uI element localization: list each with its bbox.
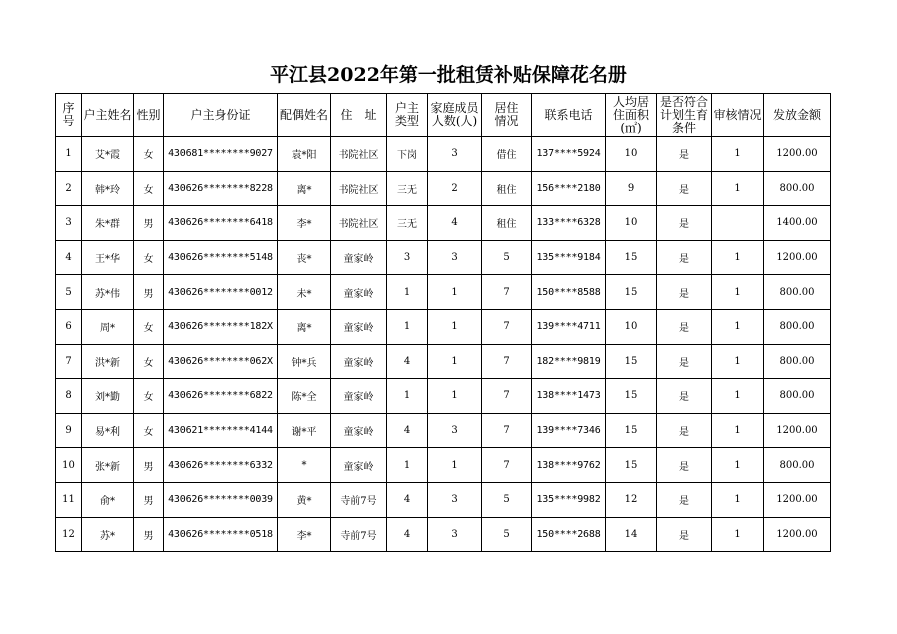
id-cell: 430626********0518 [164, 517, 278, 552]
spouse-cell: 袁*阳 [278, 137, 331, 172]
phone-cell: 135****9184 [532, 240, 606, 275]
plan-cell: 是 [657, 137, 712, 172]
amount-cell: 1200.00 [764, 137, 831, 172]
seq-cell: 3 [56, 206, 82, 241]
header-type: 户主 类型 [387, 94, 428, 137]
phone-cell: 135****9982 [532, 482, 606, 517]
spouse-cell: * [278, 448, 331, 483]
plan-cell: 是 [657, 448, 712, 483]
live-cell: 7 [482, 275, 532, 310]
plan-cell: 是 [657, 413, 712, 448]
live-cell: 7 [482, 379, 532, 414]
seq-cell: 9 [56, 413, 82, 448]
sex-cell: 男 [134, 482, 164, 517]
table-row [56, 482, 831, 517]
name-cell: 洪*新 [82, 344, 134, 379]
spouse-cell: 陈*全 [278, 379, 331, 414]
live-cell: 租住 [482, 206, 532, 241]
seq-cell: 11 [56, 482, 82, 517]
plan-cell: 是 [657, 344, 712, 379]
spouse-cell: 离* [278, 309, 331, 344]
plan-cell: 是 [657, 517, 712, 552]
phone-cell: 133****6328 [532, 206, 606, 241]
area-cell: 15 [606, 344, 657, 379]
header-row [56, 94, 831, 137]
sex-cell: 女 [134, 137, 164, 172]
area-cell: 14 [606, 517, 657, 552]
area-cell: 15 [606, 240, 657, 275]
addr-cell: 童家岭 [331, 413, 387, 448]
amount-cell: 800.00 [764, 171, 831, 206]
review-cell: 1 [712, 379, 764, 414]
members-cell: 1 [428, 379, 482, 414]
area-cell: 10 [606, 137, 657, 172]
type-cell: 1 [387, 309, 428, 344]
header-living: 居住 情况 [482, 94, 532, 137]
type-cell: 三无 [387, 171, 428, 206]
table-row [56, 275, 831, 310]
amount-cell: 1400.00 [764, 206, 831, 241]
area-cell: 15 [606, 275, 657, 310]
amount-cell: 1200.00 [764, 482, 831, 517]
seq-cell: 1 [56, 137, 82, 172]
name-cell: 苏* [82, 517, 134, 552]
id-cell: 430626********6332 [164, 448, 278, 483]
members-cell: 3 [428, 482, 482, 517]
table-row [56, 413, 831, 448]
live-cell: 5 [482, 240, 532, 275]
seq-cell: 12 [56, 517, 82, 552]
addr-cell: 童家岭 [331, 240, 387, 275]
sex-cell: 女 [134, 413, 164, 448]
area-cell: 15 [606, 379, 657, 414]
type-cell: 4 [387, 517, 428, 552]
seq-cell: 2 [56, 171, 82, 206]
review-cell: 1 [712, 275, 764, 310]
id-cell: 430626********182X [164, 309, 278, 344]
header-members: 家庭成员 人数(人) [428, 94, 482, 137]
type-cell: 1 [387, 379, 428, 414]
phone-cell: 137****5924 [532, 137, 606, 172]
header-id: 户主身份证 [164, 94, 278, 137]
type-cell: 3 [387, 240, 428, 275]
area-cell: 15 [606, 413, 657, 448]
spouse-cell: 未* [278, 275, 331, 310]
phone-cell: 150****2688 [532, 517, 606, 552]
live-cell: 租住 [482, 171, 532, 206]
id-cell: 430626********6822 [164, 379, 278, 414]
name-cell: 易*利 [82, 413, 134, 448]
table-row [56, 171, 831, 206]
id-cell: 430621********4144 [164, 413, 278, 448]
review-cell: 1 [712, 344, 764, 379]
table-row [56, 206, 831, 241]
sex-cell: 女 [134, 344, 164, 379]
spouse-cell: 谢*平 [278, 413, 331, 448]
review-cell: 1 [712, 309, 764, 344]
amount-cell: 800.00 [764, 379, 831, 414]
phone-cell: 139****7346 [532, 413, 606, 448]
review-cell: 1 [712, 137, 764, 172]
amount-cell: 1200.00 [764, 413, 831, 448]
id-cell: 430626********062X [164, 344, 278, 379]
sex-cell: 女 [134, 171, 164, 206]
header-spouse: 配偶姓名 [278, 94, 331, 137]
amount-cell: 800.00 [764, 344, 831, 379]
area-cell: 9 [606, 171, 657, 206]
addr-cell: 书院社区 [331, 171, 387, 206]
addr-cell: 书院社区 [331, 206, 387, 241]
table-row [56, 448, 831, 483]
document-title: 平江县2022年第一批租赁补贴保障花名册 [270, 64, 627, 86]
plan-cell: 是 [657, 206, 712, 241]
header-name: 户主姓名 [82, 94, 134, 137]
table-row [56, 309, 831, 344]
members-cell: 1 [428, 275, 482, 310]
type-cell: 下岗 [387, 137, 428, 172]
name-cell: 艾*霞 [82, 137, 134, 172]
amount-cell: 1200.00 [764, 517, 831, 552]
seq-cell: 4 [56, 240, 82, 275]
header-area: 人均居 住面积 (㎡) [606, 94, 657, 137]
review-cell: 1 [712, 448, 764, 483]
id-cell: 430626********8228 [164, 171, 278, 206]
roster-body [56, 137, 831, 552]
spouse-cell: 丧* [278, 240, 331, 275]
members-cell: 3 [428, 137, 482, 172]
header-phone: 联系电话 [532, 94, 606, 137]
phone-cell: 139****4711 [532, 309, 606, 344]
type-cell: 4 [387, 344, 428, 379]
plan-cell: 是 [657, 171, 712, 206]
amount-cell: 800.00 [764, 448, 831, 483]
members-cell: 3 [428, 413, 482, 448]
addr-cell: 童家岭 [331, 448, 387, 483]
name-cell: 俞* [82, 482, 134, 517]
addr-cell: 童家岭 [331, 344, 387, 379]
seq-cell: 10 [56, 448, 82, 483]
phone-cell: 156****2180 [532, 171, 606, 206]
members-cell: 1 [428, 309, 482, 344]
addr-cell: 童家岭 [331, 379, 387, 414]
addr-cell: 寺前7号 [331, 517, 387, 552]
spouse-cell: 钟*兵 [278, 344, 331, 379]
id-cell: 430681********9027 [164, 137, 278, 172]
amount-cell: 800.00 [764, 309, 831, 344]
review-cell: 1 [712, 171, 764, 206]
phone-cell: 150****8588 [532, 275, 606, 310]
addr-cell: 童家岭 [331, 309, 387, 344]
id-cell: 430626********0039 [164, 482, 278, 517]
live-cell: 5 [482, 482, 532, 517]
live-cell: 借住 [482, 137, 532, 172]
type-cell: 4 [387, 482, 428, 517]
name-cell: 韩*玲 [82, 171, 134, 206]
header-address: 住 址 [331, 94, 387, 137]
name-cell: 王*华 [82, 240, 134, 275]
plan-cell: 是 [657, 379, 712, 414]
sex-cell: 女 [134, 240, 164, 275]
area-cell: 15 [606, 448, 657, 483]
plan-cell: 是 [657, 482, 712, 517]
area-cell: 10 [606, 206, 657, 241]
name-cell: 苏*伟 [82, 275, 134, 310]
spouse-cell: 黄* [278, 482, 331, 517]
spouse-cell: 离* [278, 171, 331, 206]
name-cell: 刘*勤 [82, 379, 134, 414]
seq-cell: 5 [56, 275, 82, 310]
spouse-cell: 李* [278, 206, 331, 241]
live-cell: 5 [482, 517, 532, 552]
review-cell: 1 [712, 482, 764, 517]
members-cell: 1 [428, 448, 482, 483]
live-cell: 7 [482, 413, 532, 448]
sex-cell: 男 [134, 275, 164, 310]
plan-cell: 是 [657, 309, 712, 344]
header-sex: 性别 [134, 94, 164, 137]
sex-cell: 男 [134, 448, 164, 483]
header-seq: 序 号 [56, 94, 82, 137]
header-plan: 是否符合 计划生育 条件 [657, 94, 712, 137]
area-cell: 10 [606, 309, 657, 344]
table-row [56, 344, 831, 379]
review-cell [712, 206, 764, 241]
review-cell: 1 [712, 413, 764, 448]
table-row [56, 240, 831, 275]
live-cell: 7 [482, 344, 532, 379]
header-amount: 发放金额 [764, 94, 831, 137]
sex-cell: 女 [134, 309, 164, 344]
amount-cell: 1200.00 [764, 240, 831, 275]
review-cell: 1 [712, 240, 764, 275]
name-cell: 周* [82, 309, 134, 344]
name-cell: 张*新 [82, 448, 134, 483]
members-cell: 4 [428, 206, 482, 241]
type-cell: 1 [387, 275, 428, 310]
addr-cell: 童家岭 [331, 275, 387, 310]
spouse-cell: 李* [278, 517, 331, 552]
table-row [56, 137, 831, 172]
sex-cell: 女 [134, 379, 164, 414]
addr-cell: 书院社区 [331, 137, 387, 172]
seq-cell: 8 [56, 379, 82, 414]
live-cell: 7 [482, 309, 532, 344]
seq-cell: 7 [56, 344, 82, 379]
table-row [56, 517, 831, 552]
id-cell: 430626********0012 [164, 275, 278, 310]
seq-cell: 6 [56, 309, 82, 344]
name-cell: 朱*群 [82, 206, 134, 241]
sex-cell: 男 [134, 206, 164, 241]
area-cell: 12 [606, 482, 657, 517]
phone-cell: 138****9762 [532, 448, 606, 483]
id-cell: 430626********5148 [164, 240, 278, 275]
id-cell: 430626********6418 [164, 206, 278, 241]
members-cell: 3 [428, 517, 482, 552]
plan-cell: 是 [657, 240, 712, 275]
roster-table [55, 93, 831, 552]
amount-cell: 800.00 [764, 275, 831, 310]
members-cell: 2 [428, 171, 482, 206]
addr-cell: 寺前7号 [331, 482, 387, 517]
phone-cell: 138****1473 [532, 379, 606, 414]
phone-cell: 182****9819 [532, 344, 606, 379]
live-cell: 7 [482, 448, 532, 483]
members-cell: 3 [428, 240, 482, 275]
sex-cell: 男 [134, 517, 164, 552]
type-cell: 1 [387, 448, 428, 483]
table-row [56, 379, 831, 414]
type-cell: 4 [387, 413, 428, 448]
header-review: 审核情况 [712, 94, 764, 137]
members-cell: 1 [428, 344, 482, 379]
plan-cell: 是 [657, 275, 712, 310]
review-cell: 1 [712, 517, 764, 552]
type-cell: 三无 [387, 206, 428, 241]
